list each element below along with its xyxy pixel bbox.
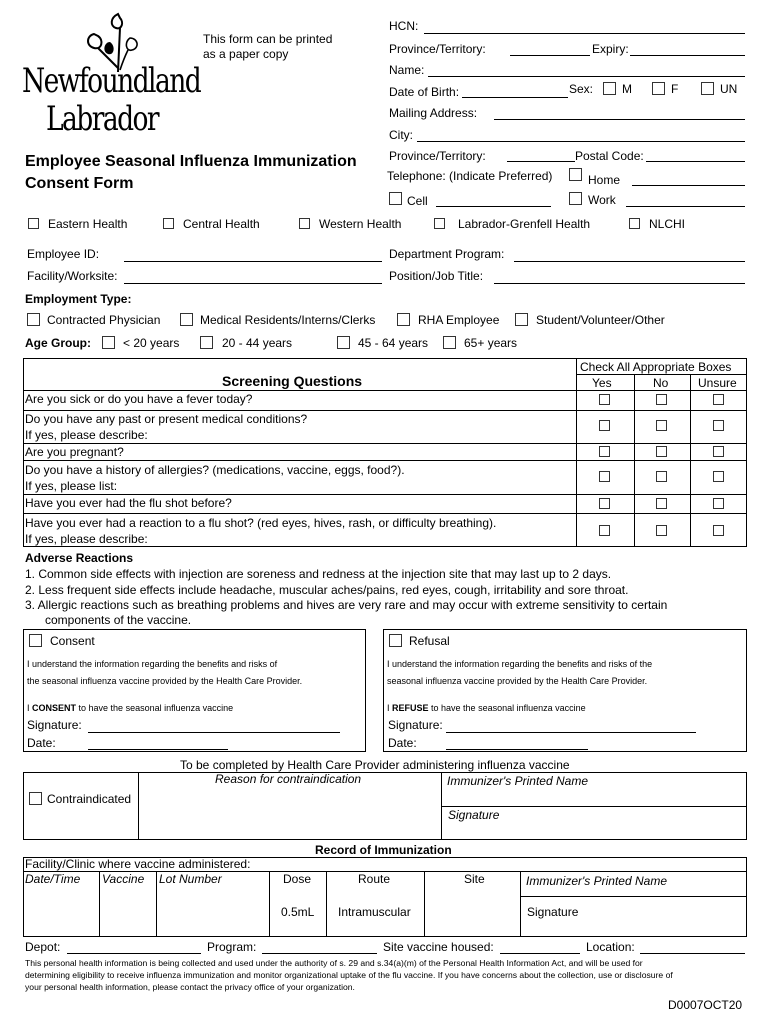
q3-no-checkbox[interactable] xyxy=(656,446,667,457)
sex-m-checkbox[interactable] xyxy=(603,82,616,95)
q4-text-b: If yes, please list: xyxy=(25,479,118,493)
age-20-44-checkbox[interactable] xyxy=(200,336,213,349)
print-note-line2: as a paper copy xyxy=(203,47,289,61)
refusal-date-label: Date: xyxy=(388,736,417,750)
site-housed-label: Site vaccine housed: xyxy=(383,940,494,954)
dob-field[interactable] xyxy=(462,97,568,98)
record-col-datetime: Date/Time xyxy=(25,872,81,886)
sex-un-label: UN xyxy=(720,82,738,96)
record-col-route: Route xyxy=(358,872,391,886)
cell-checkbox[interactable] xyxy=(389,192,402,205)
cell-label: Cell xyxy=(407,194,428,208)
q4-text-a: Do you have a history of allergies? (medications, vaccine, eggs, food?). xyxy=(25,463,405,477)
region-western-checkbox[interactable] xyxy=(299,218,310,229)
home-field[interactable] xyxy=(632,185,745,186)
privacy-line3: your personal health information, please contact the privacy office of your organization. xyxy=(25,982,355,992)
telephone-label: Telephone: (Indicate Preferred) xyxy=(387,169,553,183)
age-20-44-label: 20 - 44 years xyxy=(222,336,293,350)
postal-label: Postal Code: xyxy=(575,149,644,163)
region-central-label: Central Health xyxy=(183,217,260,231)
col-yes: Yes xyxy=(592,376,612,390)
q6-text-b: If yes, please describe: xyxy=(25,532,148,546)
employee-id-label: Employee ID: xyxy=(27,247,100,261)
form-code: D0007OCT20 xyxy=(668,998,743,1012)
print-note-line1: This form can be printed xyxy=(203,32,333,46)
dob-label: Date of Birth: xyxy=(389,85,460,99)
refusal-statement xyxy=(387,704,586,713)
q5-text: Have you ever had the flu shot before? xyxy=(25,496,232,510)
emp-contracted-label: Contracted Physician xyxy=(47,313,161,327)
sex-f-checkbox[interactable] xyxy=(652,82,665,95)
record-col-site: Site xyxy=(464,872,485,886)
emp-student-checkbox[interactable] xyxy=(515,313,528,326)
region-western-label: Western Health xyxy=(319,217,402,231)
q2-text-a: Do you have any past or present medical conditions? xyxy=(25,412,308,426)
record-col-vaccine: Vaccine xyxy=(102,872,145,886)
record-signature-label: Signature xyxy=(527,905,579,919)
region-labrador-checkbox[interactable] xyxy=(434,218,445,229)
adverse-title: Adverse Reactions xyxy=(25,551,134,565)
logo xyxy=(22,12,201,142)
name-label: Name: xyxy=(389,63,425,77)
site-housed-field[interactable] xyxy=(500,953,580,954)
department-label: Department Program: xyxy=(389,247,505,261)
employee-id-field[interactable] xyxy=(124,261,382,262)
contraindicated-checkbox[interactable] xyxy=(29,792,42,805)
adverse-item1: 1. Common side effects with injection are soreness and redness at the injection site that may last up to 2 days. xyxy=(25,567,612,581)
age-65-checkbox[interactable] xyxy=(443,336,456,349)
refusal-stmt-post: to have the seasonal influenza vaccine xyxy=(428,703,586,713)
consent-signature-field[interactable] xyxy=(88,732,340,733)
hcn-label: HCN: xyxy=(389,19,419,33)
facility-field[interactable] xyxy=(124,283,382,284)
depot-field[interactable] xyxy=(67,953,201,954)
emp-rha-label: RHA Employee xyxy=(418,313,500,327)
home-checkbox[interactable] xyxy=(569,168,582,181)
q3-text: Are you pregnant? xyxy=(25,445,124,459)
privacy-line2: determining eligibility to receive influenza immunization and monitor organizational uptake of the flu vaccine. If you have concerns about the collection, use or disclosure of xyxy=(25,970,673,980)
consent-statement xyxy=(27,704,233,713)
q1-unsure-checkbox[interactable] xyxy=(713,394,724,405)
emp-student-label: Student/Volunteer/Other xyxy=(536,313,665,327)
name-field[interactable] xyxy=(428,76,745,77)
adverse-item2: 2. Less frequent side effects include headache, muscular aches/pains, red eyes, cough, irritability and sore throat. xyxy=(25,583,629,597)
refusal-stmt-bold: REFUSE xyxy=(392,703,429,713)
facility-label: Facility/Worksite: xyxy=(27,269,118,283)
age-under20-checkbox[interactable] xyxy=(102,336,115,349)
q6-yes-checkbox[interactable] xyxy=(599,525,610,536)
region-central-checkbox[interactable] xyxy=(163,218,174,229)
department-field[interactable] xyxy=(514,261,745,262)
work-label: Work xyxy=(588,193,616,207)
provider-title: To be completed by Health Care Provider administering influenza vaccine xyxy=(180,758,570,772)
adverse-item3b: components of the vaccine. xyxy=(45,613,192,627)
immunizer-name-label: Immunizer's Printed Name xyxy=(447,774,588,788)
q1-no-checkbox[interactable] xyxy=(656,394,667,405)
q5-unsure-checkbox[interactable] xyxy=(713,498,724,509)
expiry-field[interactable] xyxy=(630,55,745,56)
refusal-signature-label: Signature: xyxy=(388,718,443,732)
position-field[interactable] xyxy=(494,283,745,284)
record-facility-label: Facility/Clinic where vaccine administered: xyxy=(25,857,251,871)
work-field[interactable] xyxy=(626,206,745,207)
region-nlchi-label: NLCHI xyxy=(649,217,686,231)
depot-label: Depot: xyxy=(25,940,61,954)
age-under20-label: < 20 years xyxy=(123,336,180,350)
location-field[interactable] xyxy=(640,953,745,954)
consent-date-field[interactable] xyxy=(88,749,228,750)
province-field[interactable] xyxy=(510,55,590,56)
age-65-label: 65+ years xyxy=(464,336,518,350)
position-label: Position/Job Title: xyxy=(389,269,484,283)
col-unsure: Unsure xyxy=(698,376,737,390)
record-col-lot: Lot Number xyxy=(159,872,222,886)
consent-stmt-pre: I xyxy=(27,703,33,713)
record-col-dose: Dose xyxy=(283,872,312,886)
form-title-line1: Employee Seasonal Influenza Immunization xyxy=(25,153,357,170)
region-nlchi-checkbox[interactable] xyxy=(629,218,640,229)
logo-line2: Labrador xyxy=(46,99,159,139)
refusal-checkbox[interactable] xyxy=(389,634,402,647)
q3-yes-checkbox[interactable] xyxy=(599,446,610,457)
mailing-field[interactable] xyxy=(494,119,745,120)
location-label: Location: xyxy=(586,940,635,954)
program-label: Program: xyxy=(207,940,257,954)
q6-no-checkbox[interactable] xyxy=(656,525,667,536)
contraindicated-label: Contraindicated xyxy=(47,792,132,806)
consent-text2: the seasonal influenza vaccine provided by the Health Care Provider. xyxy=(27,676,303,686)
q6-unsure-checkbox[interactable] xyxy=(713,525,724,536)
q1-yes-checkbox[interactable] xyxy=(599,394,610,405)
refusal-stmt-pre: I xyxy=(387,703,393,713)
emp-contracted-checkbox[interactable] xyxy=(27,313,40,326)
q4-yes-checkbox[interactable] xyxy=(599,471,610,482)
q2-yes-checkbox[interactable] xyxy=(599,420,610,431)
region-eastern-label: Eastern Health xyxy=(48,217,128,231)
consent-text1: I understand the information regarding the benefits and risks of xyxy=(27,659,278,669)
reason-label: Reason for contraindication xyxy=(215,772,362,786)
employment-type-label: Employment Type: xyxy=(25,292,132,306)
q1-text: Are you sick or do you have a fever today? xyxy=(25,392,253,406)
expiry-label: Expiry: xyxy=(592,42,629,56)
refusal-title: Refusal xyxy=(409,634,450,648)
q2-text-b: If yes, please describe: xyxy=(25,428,148,442)
emp-rha-checkbox[interactable] xyxy=(397,313,410,326)
sex-un-checkbox[interactable] xyxy=(701,82,714,95)
consent-signature-label: Signature: xyxy=(27,718,82,732)
record-title: Record of Immunization xyxy=(315,843,452,857)
q2-unsure-checkbox[interactable] xyxy=(713,420,724,431)
province-label: Province/Territory: xyxy=(389,42,486,56)
col-no: No xyxy=(653,376,669,390)
refusal-date-field[interactable] xyxy=(446,749,588,750)
record-dose-value: 0.5mL xyxy=(281,905,315,919)
work-checkbox[interactable] xyxy=(569,192,582,205)
region-eastern-checkbox[interactable] xyxy=(28,218,39,229)
emp-residents-checkbox[interactable] xyxy=(180,313,193,326)
refusal-signature-field[interactable] xyxy=(446,732,696,733)
program-field[interactable] xyxy=(262,953,377,954)
check-all-label: Check All Appropriate Boxes xyxy=(580,360,732,374)
mailing-label: Mailing Address: xyxy=(389,106,478,120)
consent-title: Consent xyxy=(50,634,95,648)
city-label: City: xyxy=(389,128,413,142)
home-label: Home xyxy=(588,173,621,187)
logo-line1: Newfoundland xyxy=(22,61,201,101)
q4-unsure-checkbox[interactable] xyxy=(713,471,724,482)
age-group-label: Age Group: xyxy=(25,336,91,350)
age-45-64-label: 45 - 64 years xyxy=(358,336,429,350)
q5-yes-checkbox[interactable] xyxy=(599,498,610,509)
postal-field[interactable] xyxy=(646,161,745,162)
city-field[interactable] xyxy=(417,141,745,142)
cell-field[interactable] xyxy=(436,206,551,207)
form-title-line2: Consent Form xyxy=(25,175,134,192)
province2-field[interactable] xyxy=(507,161,575,162)
age-45-64-checkbox[interactable] xyxy=(337,336,350,349)
sex-label: Sex: xyxy=(569,82,594,96)
screening-title: Screening Questions xyxy=(222,373,363,389)
consent-checkbox[interactable] xyxy=(29,634,42,647)
emp-residents-label: Medical Residents/Interns/Clerks xyxy=(200,313,376,327)
q6-text-a: Have you ever had a reaction to a flu shot? (red eyes, hives, rash, or difficulty breathing). xyxy=(25,516,497,530)
provider-signature-label: Signature xyxy=(448,808,500,822)
consent-date-label: Date: xyxy=(27,736,56,750)
privacy-line1: This personal health information is being collected and used under the authority of s. 29 and s.34(a)(m) of the Personal Health Information Act, and will be used for xyxy=(25,958,643,968)
record-route-value: Intramuscular xyxy=(338,905,411,919)
consent-stmt-bold: CONSENT xyxy=(32,703,77,713)
sex-m-label: M xyxy=(622,82,632,96)
refusal-text1: I understand the information regarding the benefits and risks of the xyxy=(387,659,653,669)
province2-label: Province/Territory: xyxy=(389,149,486,163)
q5-no-checkbox[interactable] xyxy=(656,498,667,509)
q2-no-checkbox[interactable] xyxy=(656,420,667,431)
q4-no-checkbox[interactable] xyxy=(656,471,667,482)
consent-stmt-post: to have the seasonal influenza vaccine xyxy=(76,703,234,713)
region-labrador-label: Labrador-Grenfell Health xyxy=(458,217,591,231)
hcn-field[interactable] xyxy=(424,33,745,34)
q3-unsure-checkbox[interactable] xyxy=(713,446,724,457)
refusal-text2: seasonal influenza vaccine provided by the Health Care Provider. xyxy=(387,676,648,686)
adverse-item3a: 3. Allergic reactions such as breathing problems and hives are very rare and may occur with extreme sensitivity to certain xyxy=(25,598,668,612)
record-col-immunizer: Immunizer's Printed Name xyxy=(526,874,667,888)
sex-f-label: F xyxy=(671,82,679,96)
